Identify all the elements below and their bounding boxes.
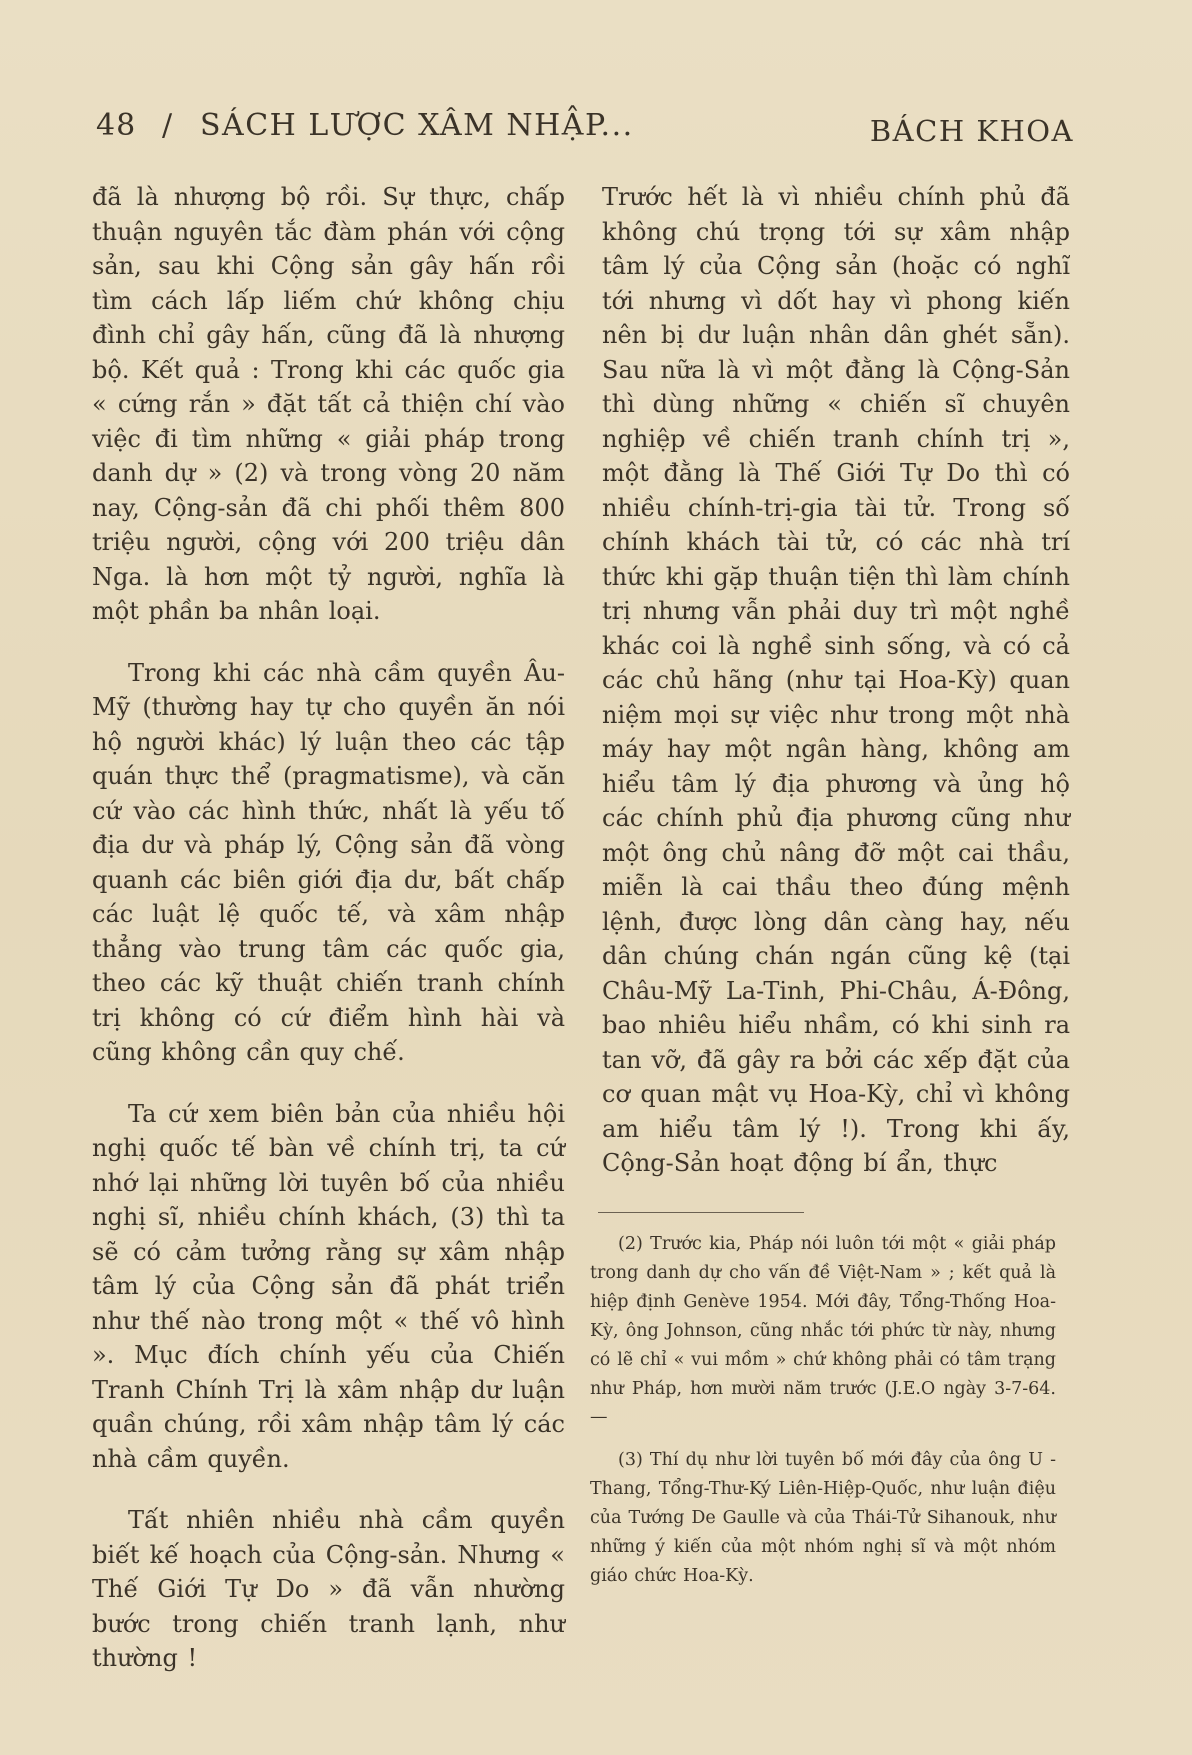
paragraph: Trước hết là vì nhiều chính phủ đã không chú trọng tới sự xâm nhập tâm lý của Cộng sản (hoặc có nghĩ tới nhưng vì dốt hay vì phong kiến nên bị dư luận nhân dân ghét sẵn). Sau nữa là vì một đằng là Cộng-Sản thì dùng những « chiến sĩ chuyên nghiệp về chiến tranh chính trị », một đằng là Thế Giới Tự Do thì có nhiều chính-trị-gia tài tử. Trong số chính khách tài tử, có các nhà trí thức khi gặp thuận tiện thì làm chính trị nhưng vẫn phải duy trì một nghề khác coi là nghề sinh sống, và có cả các chủ hãng (như tại Hoa-Kỳ) quan niệm mọi sự việc như trong một nhà máy hay một ngân hàng, không am hiểu tâm lý địa phương và ủng hộ các chính phủ địa phương cũng như một ông chủ nâng đỡ một cai thầu, miễn là cai thầu theo đúng mệnh lệnh, được lòng dân càng hay, nếu dân chúng chán ngán cũng kệ (tại Châu-Mỹ La-Tinh, Phi-Châu, Á-Đông, bao nhiêu hiểu nhầm, có khi sinh ra tan vỡ, đã gây ra bởi các xếp đặt của cơ quan mật vụ Hoa-Kỳ, chỉ vì không am hiểu tâm lý !). Trong khi ấy, Cộng-Sản hoạt động bí ẩn, thực	[602, 183, 1070, 1177]
footnote-divider	[598, 1212, 804, 1213]
right-column	[602, 180, 1070, 1181]
paragraph: Ta cứ xem biên bản của nhiều hội nghị quốc tế bàn về chính trị, ta cứ nhớ lại những lời tuyên bố của nhiều nghị sĩ, nhiều chính khách, (3) thì ta sẽ có cảm tưởng rằng sự xâm nhập tâm lý của Cộng sản đã phát triển như thế nào trong một « thế vô hình ». Mục đích chính yếu của Chiến Tranh Chính Trị là xâm nhập dư luận quần chúng, rồi xâm nhập tâm lý các nhà cầm quyền.	[92, 1099, 565, 1473]
paragraph: đã là nhượng bộ rồi. Sự thực, chấp thuận nguyên tắc đàm phán với cộng sản, sau khi Cộng sản gây hấn rồi tìm cách lấp liếm chứ không chịu đình chỉ gây hấn, cũng đã là nhượng bộ. Kết quả : Trong khi các quốc gia « cứng rắn » đặt tất cả thiện chí vào việc đi tìm những « giải pháp trong danh dự » (2) và trong vòng 20 năm nay, Cộng-sản đã chi phối thêm 800 triệu người, cộng với 200 triệu dân Nga. là hơn một tỷ người, nghĩa là một phần ba nhân loại.	[92, 183, 565, 625]
footnote-3: (3) Thí dụ như lời tuyên bố mới đây của ông U - Thang, Tổng-Thư-Ký Liên-Hiệp-Quốc, như luận điệu của Tướng De Gaulle và của Thái-Tử Sihanouk, như những ý kiến của một nhóm nghị sĩ và một nhóm giáo chức Hoa-Kỳ.	[590, 1450, 1056, 1586]
running-title: SÁCH LƯỢC XÂM NHẬP...	[200, 108, 634, 143]
paragraph: Tất nhiên nhiều nhà cầm quyền biết kế hoạch của Cộng-sản. Nhưng « Thế Giới Tự Do » đã vẫn nhường bước trong chiến tranh lạnh, như thường !	[92, 1506, 565, 1672]
footnote-2: (2) Trước kia, Pháp nói luôn tới một « giải pháp trong danh dự cho vấn đề Việt-Nam » ; kết quả là hiệp định Genève 1954. Mới đây, Tổng-Thống Hoa-Kỳ, ông Johnson, cũng nhắc tới phức từ này, nhưng có lẽ chỉ « vui mồm » chứ không phải có tâm trạng như Pháp, hơn mười năm trước (J.E.O ngày 3-7-64.—	[590, 1234, 1056, 1428]
magazine-name: BÁCH KHOA	[869, 114, 1074, 148]
paragraph: Trong khi các nhà cầm quyền Âu-Mỹ (thường hay tự cho quyền ăn nói hộ người khác) lý luận theo các tập quán thực thể (pragmatisme), và căn cứ vào các hình thức, nhất là yếu tố địa dư và pháp lý, Cộng sản đã vòng quanh các biên giới địa dư, bất chấp các luật lệ quốc tế, và xâm nhập thẳng vào trung tâm các quốc gia, theo các kỹ thuật chiến tranh chính trị không có cứ điểm hình hài và cũng không cần quy chế.	[92, 658, 565, 1066]
left-column	[92, 180, 565, 1676]
footnotes	[590, 1230, 1056, 1591]
page-number: 48	[96, 108, 137, 143]
page-header	[96, 108, 1074, 158]
header-separator: /	[162, 108, 173, 143]
